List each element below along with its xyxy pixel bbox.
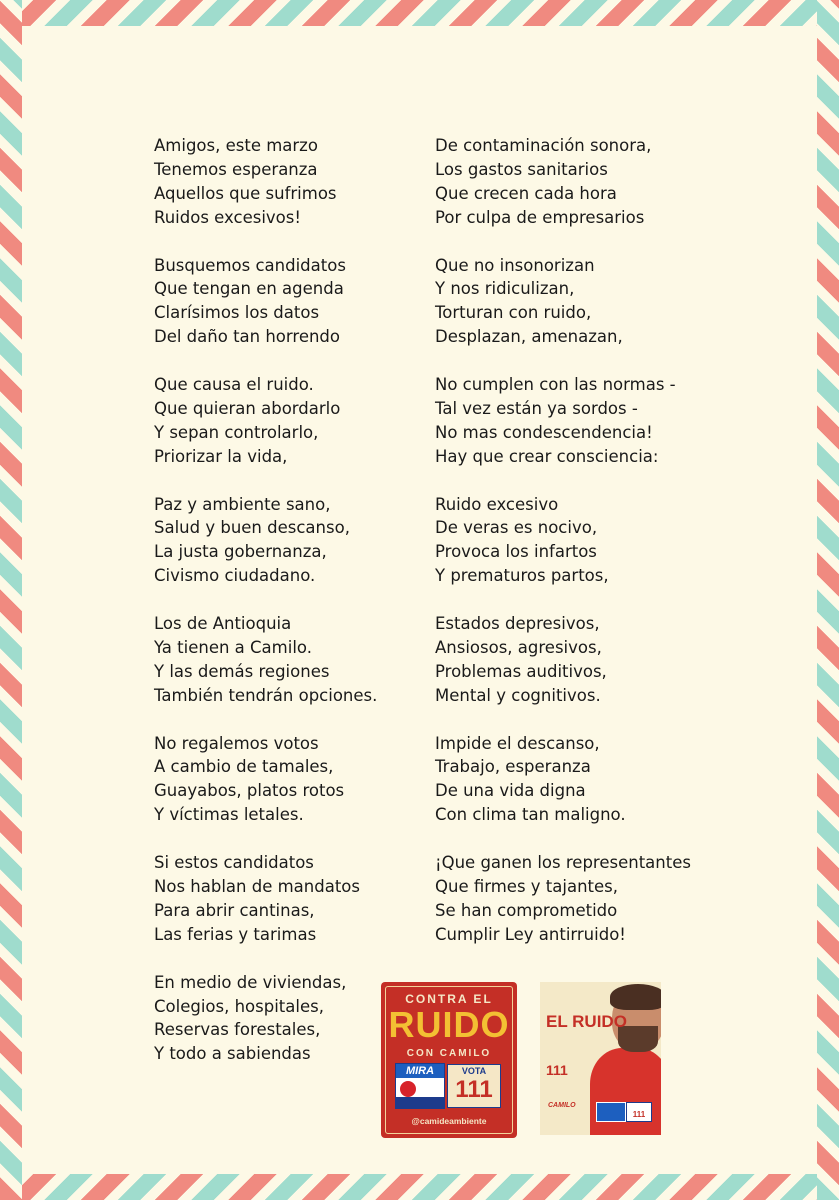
poem-line: Y todo a sabiendas	[154, 1044, 311, 1064]
party-logo-icon	[400, 1081, 416, 1097]
poem-line: Priorizar la vida,	[154, 446, 288, 466]
poem-line: Del daño tan horrendo	[154, 327, 340, 347]
poem-line: De contaminación sonora,	[435, 136, 652, 155]
poem-line: Los de Antioquia	[154, 614, 292, 634]
poem-line: Aquellos que sufrimos	[154, 183, 337, 203]
poem-line: Con clima tan maligno.	[435, 805, 626, 825]
party-logo-box	[395, 1063, 445, 1109]
airmail-border-left	[0, 0, 22, 1200]
poem-line: Ruidos excesivos!	[154, 207, 301, 227]
poem-line: Salud y buen descanso,	[154, 518, 350, 538]
vote-number: 111	[455, 1076, 493, 1103]
poem-stanza	[154, 851, 414, 947]
poem-line: Torturan con ruido,	[435, 303, 592, 323]
poem-stanza	[435, 851, 725, 947]
poem-line: Mental y cognitivos.	[435, 685, 601, 705]
poem-line: Que crecen cada hora	[435, 183, 617, 203]
poem-line: Problemas auditivos,	[435, 661, 607, 681]
poem-line: En medio de viviendas,	[154, 972, 347, 992]
poem-line: Impide el descanso,	[435, 733, 600, 753]
poem-left-column	[154, 134, 414, 1090]
poem-line: Que firmes y tajantes,	[435, 877, 618, 896]
poem-line: Por culpa de empresarios	[435, 207, 645, 227]
poem-line: Que causa el ruido.	[154, 375, 314, 395]
poem-stanza	[154, 134, 414, 230]
poem-line: Clarísimos los datos	[154, 303, 320, 323]
vote-badge	[626, 1102, 652, 1122]
poem-line: Guayabos, platos rotos	[154, 781, 345, 801]
poem-line: Y víctimas letales.	[154, 805, 304, 825]
candidate-number: 111	[546, 1062, 568, 1078]
poem-stanza	[154, 732, 414, 828]
poem-stanza	[154, 254, 414, 350]
poem-stanza	[435, 493, 725, 589]
poem-right-column	[435, 134, 725, 971]
poem-line: Civismo ciudadano.	[154, 566, 316, 586]
poem-line: Cumplir Ley antirruido!	[435, 924, 626, 944]
poem-line: Si estos candidatos	[154, 853, 314, 873]
poem-stanza	[154, 493, 414, 589]
poem-line: Que quieran abordarlo	[154, 398, 341, 418]
poem-line: Paz y ambiente sano,	[154, 494, 331, 514]
poem-line: No cumplen con las normas -	[435, 375, 676, 395]
poem-line: Y sepan controlarlo,	[154, 422, 319, 442]
poem-line: Que tengan en agenda	[154, 279, 344, 299]
poem-line: Y prematuros partos,	[435, 566, 609, 586]
poem-line: También tendrán opciones.	[154, 685, 378, 705]
poem-line: Amigos, este marzo	[154, 136, 318, 155]
poem-stanza	[435, 612, 725, 708]
candidate-hair	[610, 984, 661, 1010]
poem-line: Nos hablan de mandatos	[154, 877, 360, 896]
poem-line: No regalemos votos	[154, 733, 319, 753]
poem-stanza	[435, 373, 725, 469]
social-handle: @camideambiente	[411, 1116, 487, 1126]
airmail-border-top	[0, 0, 839, 26]
poem-stanza	[435, 732, 725, 828]
poem-line: Se han comprometido	[435, 900, 618, 920]
party-name: MIRA	[396, 1064, 444, 1078]
party-slogan-band	[396, 1097, 444, 1108]
poem-line: No mas condescendencia!	[435, 422, 653, 442]
poem-line: De veras es nocivo,	[435, 518, 598, 538]
poem-line: Y las demás regiones	[154, 661, 330, 681]
vote-box	[447, 1064, 501, 1108]
poem-line: Provoca los infartos	[435, 542, 597, 562]
poem-line: Ya tienen a Camilo.	[154, 637, 312, 657]
poem-line: Las ferias y tarimas	[154, 924, 317, 944]
poem-line: La justa gobernanza,	[154, 542, 327, 562]
airmail-border-right	[817, 0, 839, 1200]
poster-subtitle: CON CAMILO	[406, 1048, 492, 1059]
poem-line: Para abrir cantinas,	[154, 900, 315, 920]
poem-line: Desplazan, amenazan,	[435, 327, 623, 347]
poster-top-text: CONTRA EL	[405, 992, 493, 1006]
poem-stanza	[154, 971, 414, 1067]
poem-stanza	[154, 373, 414, 469]
poem-line: Tenemos esperanza	[154, 159, 318, 179]
vote-badge-number: 111	[632, 1110, 646, 1119]
party-badge	[596, 1102, 626, 1122]
poem-stanza	[154, 612, 414, 708]
poem-line: A cambio de tamales,	[154, 757, 334, 777]
campaign-poster-contra-el-ruido	[381, 982, 517, 1138]
vote-label: VOTA	[461, 1066, 487, 1076]
poem-line: De una vida digna	[435, 781, 586, 801]
poem-line: Busquemos candidatos	[154, 255, 346, 275]
poem-line: Y nos ridiculizan,	[435, 279, 575, 299]
poster-title: RUIDO	[388, 1004, 510, 1045]
poem-line: Estados depresivos,	[435, 614, 600, 634]
poster-title: EL RUIDO	[546, 1012, 627, 1031]
poem-stanza	[435, 134, 725, 230]
poem-line: Los gastos sanitarios	[435, 159, 608, 179]
poem-stanza	[435, 254, 725, 350]
poem-line: Trabajo, esperanza	[435, 757, 591, 777]
candidate-logo: CAMILO	[548, 1102, 576, 1109]
poem-line: Tal vez están ya sordos -	[435, 398, 638, 418]
poem-line: Colegios, hospitales,	[154, 996, 324, 1016]
poem-line: Ansiosos, agresivos,	[435, 637, 602, 657]
poem-line: Hay que crear consciencia:	[435, 446, 659, 466]
poem-line: ¡Que ganen los representantes	[435, 853, 691, 873]
airmail-border-bottom	[0, 1174, 839, 1200]
poem-line: Que no insonorizan	[435, 255, 595, 275]
poem-line: Reservas forestales,	[154, 1020, 321, 1040]
poem-line: Ruido excesivo	[435, 494, 559, 514]
campaign-poster-candidate	[540, 982, 661, 1135]
